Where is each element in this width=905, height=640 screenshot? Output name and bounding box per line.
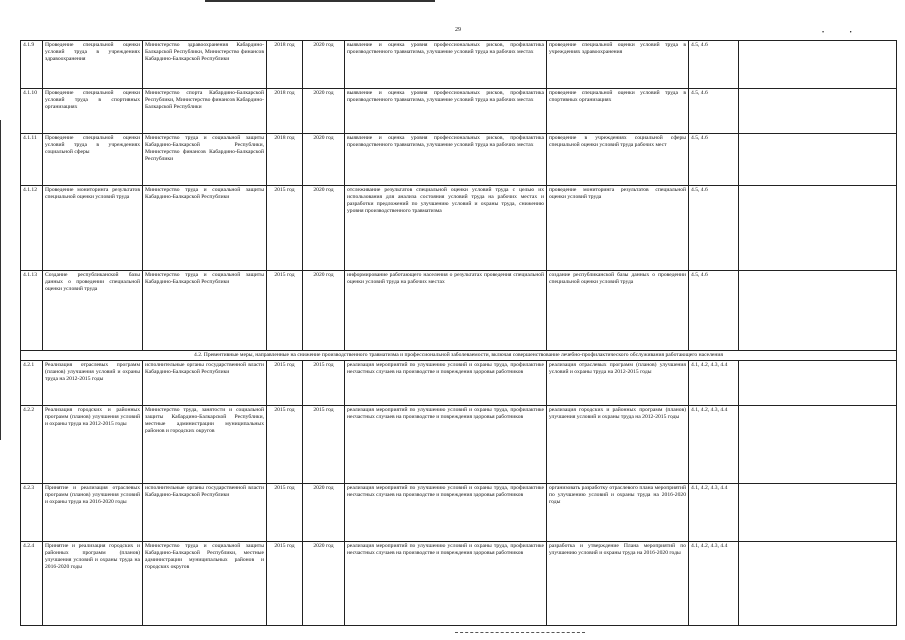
start-year: 2015 год [267, 406, 303, 484]
table-row [21, 134, 897, 186]
left-scan-edge [0, 120, 1, 440]
row-number: 4.2.3 [21, 484, 43, 542]
expected-result: реализация мероприятий по улучшению условий и охраны труда, профилактике несчастных случаев на производстве и повреждения здоровья работников [345, 542, 547, 626]
corner-marks: • • [822, 30, 864, 36]
measure-name: Принятие и реализация городских и районных программ (планов) улучшения условий и охраны труда на 2016-2020 годы [43, 542, 143, 626]
executor: исполнительные органы государственной власти Кабардино-Балкарской Республики [143, 484, 267, 542]
indicator: проведение в учреждениях социальной сферы специальной оценки условий труда рабочих мест [547, 134, 689, 186]
empty-cell [739, 542, 897, 626]
indicator: организовать разработку отраслевого плана мероприятий по улучшению условий и охраны труда на 2016-2020 годы [547, 484, 689, 542]
end-year: 2020 год [303, 89, 345, 134]
empty-cell [739, 41, 897, 89]
empty-cell [739, 186, 897, 271]
measures-table [20, 40, 897, 626]
end-year: 2020 год [303, 542, 345, 626]
row-number: 4.1.12 [21, 186, 43, 271]
empty-cell [739, 134, 897, 186]
expected-result: реализация мероприятий по улучшению условий и охраны труда, профилактике несчастных случаев на производстве и повреждения здоровья работников [345, 361, 547, 406]
row-number: 4.1.9 [21, 41, 43, 89]
executor: исполнительные органы государственной власти Кабардино-Балкарской Республики [143, 361, 267, 406]
indicator-link: 4.5, 4.6 [689, 271, 739, 351]
start-year: 2018 год [267, 41, 303, 89]
executor: Министерство здравоохранения Кабардино-Балкарской Республики, Министерство финансов Кабардино-Балкарской Республики [143, 41, 267, 89]
bottom-scan-marks [455, 632, 585, 635]
table-row [21, 89, 897, 134]
indicator-link: 4.5, 4.6 [689, 89, 739, 134]
indicator-link: 4.1, 4.2, 4.3, 4.4 [689, 406, 739, 484]
indicator: проведение специальной оценки условий труда в учреждениях здравоохранения [547, 41, 689, 89]
measure-name: Проведение специальной оценки условий труда в спортивных организациях [43, 89, 143, 134]
executor: Министерство труда, занятости и социальной защиты Кабардино-Балкарской Республики, местные администрации муниципальных районов и городских округов [143, 406, 267, 484]
indicator-link: 4.5, 4.6 [689, 134, 739, 186]
indicator-link: 4.1, 4.2, 4.3, 4.4 [689, 361, 739, 406]
start-year: 2015 год [267, 186, 303, 271]
expected-result: реализация мероприятий по улучшению условий и охраны труда, профилактике несчастных случаев на производстве и повреждения здоровья работников [345, 406, 547, 484]
end-year: 2015 год [303, 406, 345, 484]
expected-result: реализация мероприятий по улучшению условий и охраны труда, профилактике несчастных случаев на производстве и повреждения здоровья работников [345, 484, 547, 542]
start-year: 2015 год [267, 271, 303, 351]
table-row [21, 41, 897, 89]
executor: Министерство труда и социальной защиты Кабардино-Балкарской Республики [143, 271, 267, 351]
start-year: 2018 год [267, 134, 303, 186]
empty-cell [739, 406, 897, 484]
expected-result: выявление и оценка уровня профессиональных рисков, профилактика производственного травматизма, улучшение условий труда на рабочих местах [345, 134, 547, 186]
row-number: 4.1.13 [21, 271, 43, 351]
start-year: 2015 год [267, 361, 303, 406]
measure-name: Реализация отраслевых программ (планов) улучшения условий и охраны труда на 2012-2015 годы [43, 361, 143, 406]
measure-name: Принятие и реализация отраслевых программ (планов) улучшения условий и охраны труда на 2016-2020 годы [43, 484, 143, 542]
top-scan-bar [205, 0, 435, 2]
row-number: 4.2.1 [21, 361, 43, 406]
empty-cell [739, 271, 897, 351]
empty-cell [739, 361, 897, 406]
measure-name: Реализация городских и районных программ (планов) улучшения условий и охраны труда на 2012-2015 годы [43, 406, 143, 484]
row-number: 4.1.11 [21, 134, 43, 186]
table-row [21, 542, 897, 626]
indicator: создание республиканской базы данных о проведении специальной оценки условий труда [547, 271, 689, 351]
table-row [21, 406, 897, 484]
indicator: реализация отраслевых программ (планов) улучшения условий и охраны труда на 2012-2015 годы [547, 361, 689, 406]
table-row [21, 271, 897, 351]
table-row [21, 361, 897, 406]
measure-name: Проведение специальной оценки условий труда в учреждениях здравоохранения [43, 41, 143, 89]
measure-name: Проведение специальной оценки условий труда в учреждениях социальной сферы [43, 134, 143, 186]
row-number: 4.1.10 [21, 89, 43, 134]
indicator: проведение мониторинга результатов специальной оценки условий труда [547, 186, 689, 271]
expected-result: выявление и оценка уровня профессиональных рисков, профилактика производственного травматизма, улучшение условий труда на рабочих местах [345, 41, 547, 89]
table-row [21, 484, 897, 542]
row-number: 4.2.2 [21, 406, 43, 484]
end-year: 2020 год [303, 484, 345, 542]
executor: Министерство труда и социальной защиты Кабардино-Балкарской Республики, местные администрации муниципальных районов и городских округов [143, 542, 267, 626]
section-heading-4-2: 4.2. Превентивные меры, направленные на снижение производственного травматизма и профессиональной заболеваемости, включая совершенствование лечебно-профилактического обслуживания работающего населения [21, 351, 897, 361]
indicator-link: 4.1, 4.2, 4.3, 4.4 [689, 542, 739, 626]
expected-result: информирование работающего населения о результатах проведения специальной оценки условий труда на рабочих местах [345, 271, 547, 351]
indicator-link: 4.1, 4.2, 4.3, 4.4 [689, 484, 739, 542]
empty-cell [739, 89, 897, 134]
executor: Министерство спорта Кабардино-Балкарской Республики, Министерство финансов Кабардино-Балкарской Республики [143, 89, 267, 134]
expected-result: отслеживание результатов специальной оценки условий труда с целью их использования для анализа состояния условий труда на рабочих местах и разработки предложений по улучшению условий и охраны труда, снижению уровня производственного травматизма [345, 186, 547, 271]
indicator: разработка и утверждение Плана мероприятий по улучшению условий и охраны труда на 2016-2020 годы [547, 542, 689, 626]
end-year: 2020 год [303, 186, 345, 271]
indicator-link: 4.5, 4.6 [689, 41, 739, 89]
table-row [21, 186, 897, 271]
measure-name: Проведение мониторинга результатов специальной оценки условий труда [43, 186, 143, 271]
indicator-link: 4.5, 4.6 [689, 186, 739, 271]
indicator: проведение специальной оценки условий труда в спортивных организациях [547, 89, 689, 134]
start-year: 2015 год [267, 542, 303, 626]
end-year: 2020 год [303, 41, 345, 89]
end-year: 2020 год [303, 271, 345, 351]
end-year: 2015 год [303, 361, 345, 406]
executor: Министерство труда и социальной защиты Кабардино-Балкарской Республики [143, 186, 267, 271]
expected-result: выявление и оценка уровня профессиональных рисков, профилактика производственного травматизма, улучшение условий труда на рабочих местах [345, 89, 547, 134]
indicator: реализация городских и районных программ (планов) улучшения условий и охраны труда на 2012-2015 годы [547, 406, 689, 484]
end-year: 2020 год [303, 134, 345, 186]
executor: Министерство труда и социальной защиты Кабардино-Балкарской Республики, Министерство финансов Кабардино-Балкарской Республики [143, 134, 267, 186]
row-number: 4.2.4 [21, 542, 43, 626]
measure-name: Создание республиканской базы данных о проведении специальной оценки условий труда [43, 271, 143, 351]
section-row [21, 351, 897, 361]
start-year: 2015 год [267, 484, 303, 542]
start-year: 2018 год [267, 89, 303, 134]
empty-cell [739, 484, 897, 542]
page-number: 29 [455, 27, 461, 33]
